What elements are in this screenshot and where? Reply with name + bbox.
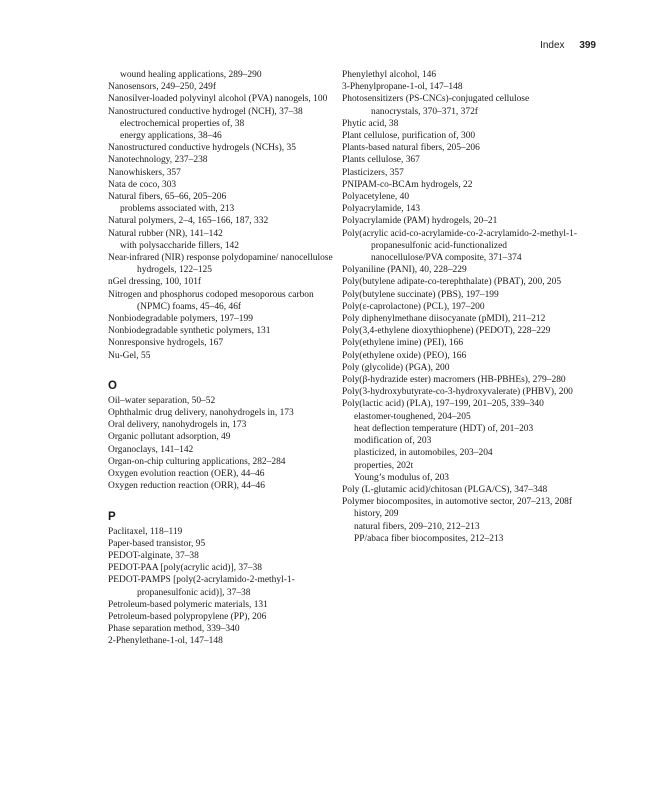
index-entry: Phase separation method, 339–340 bbox=[108, 624, 240, 635]
index-subentry: problems associated with, 213 bbox=[120, 204, 235, 215]
index-entry: PNIPAM-co-BCAm hydrogels, 22 bbox=[342, 179, 473, 190]
index-entry: PEDOT-alginate, 37–38 bbox=[108, 550, 199, 561]
index-entry: Phytic acid, 38 bbox=[342, 118, 399, 129]
index-entry: Natural polymers, 2–4, 165–166, 187, 332 bbox=[108, 216, 269, 227]
index-entry: Plant cellulose, purification of, 300 bbox=[342, 131, 476, 142]
index-entry: Natural fibers, 65–66, 205–206 bbox=[108, 192, 227, 203]
index-entry: Nanosilver-loaded polyvinyl alcohol (PVA) nanogels, 100 bbox=[108, 94, 328, 105]
index-entry: Near-infrared (NIR) response polydopamine/ nanocellulose hydrogels, 122–125 bbox=[108, 253, 333, 276]
index-entry: Polyacrylamide, 143 bbox=[342, 204, 421, 215]
index-entry: Poly(3-hydroxybutyrate-co-3-hydroxyvalerate) (PHBV), 200 bbox=[342, 387, 573, 398]
index-entry: nGel dressing, 100, 101f bbox=[108, 277, 202, 288]
index-entry: Polyaniline (PANI), 40, 228–229 bbox=[342, 265, 467, 276]
index-subentry: Young’s modulus of, 203 bbox=[354, 472, 450, 483]
index-subentry: electrochemical properties of, 38 bbox=[120, 118, 245, 129]
index-entry: Poly(3,4-ethylene dioxythiophene) (PEDOT), 228–229 bbox=[342, 326, 551, 337]
index-entry: Polyacetylene, 40 bbox=[342, 192, 410, 203]
index-entry: Phenylethyl alcohol, 146 bbox=[342, 70, 437, 80]
index-entry: Nanostructured conductive hydrogel (NCH), 37–38 bbox=[108, 106, 303, 117]
index-subentry: heat deflection temperature (HDT) of, 201–203 bbox=[354, 423, 534, 434]
index-entry: Poly(butylene succinate) (PBS), 197–199 bbox=[342, 289, 499, 300]
index-entry: Polymer biocomposites, in automotive sector, 207–213, 208f bbox=[342, 497, 573, 508]
index-letter-heading: O bbox=[108, 379, 117, 392]
index-column-left bbox=[108, 69, 333, 648]
index-entry: Polyacrylamide (PAM) hydrogels, 20–21 bbox=[342, 216, 498, 227]
index-entry: 3-Phenylpropane-1-ol, 147–148 bbox=[342, 82, 463, 93]
index-entry: Nonresponsive hydrogels, 167 bbox=[108, 338, 224, 349]
running-head: Index bbox=[540, 40, 565, 51]
index-subentry: plasticized, in automobiles, 203–204 bbox=[354, 448, 493, 459]
index-entry: Nonbiodegradable synthetic polymers, 131 bbox=[108, 326, 271, 337]
index-entry: Nitrogen and phosphorus codoped mesoporous carbon (NPMC) foams, 45–46, 46f bbox=[108, 289, 314, 312]
index-entry: Plasticizers, 357 bbox=[342, 167, 404, 178]
index-column-right bbox=[342, 69, 578, 545]
index-subentry: history, 209 bbox=[354, 509, 399, 520]
index-entry: Poly(ethylene oxide) (PEO), 166 bbox=[342, 350, 467, 361]
index-entry: Oil–water separation, 50–52 bbox=[108, 395, 216, 406]
page-header bbox=[540, 40, 596, 51]
index-entry: Poly(ethylene imine) (PEI), 166 bbox=[342, 338, 464, 349]
index-entry: Natural rubber (NR), 141–142 bbox=[108, 228, 223, 239]
index-letter-heading: P bbox=[108, 510, 116, 523]
index-entry: Poly(ε-caprolactone) (PCL), 197–200 bbox=[342, 301, 485, 312]
index-entry: Nu-Gel, 55 bbox=[108, 350, 151, 361]
index-entry: Organic pollutant adsorption, 49 bbox=[108, 432, 231, 443]
index-entry: Poly(β-hydrazide ester) macromers (HB-PBHEs), 279–280 bbox=[342, 375, 566, 386]
index-subentry: natural fibers, 209–210, 212–213 bbox=[354, 521, 480, 532]
index-entry: 2-Phenylethane-1-ol, 147–148 bbox=[108, 636, 223, 647]
index-entry: Nonbiodegradable polymers, 197–199 bbox=[108, 314, 253, 325]
index-entry: Ophthalmic drug delivery, nanohydrogels in, 173 bbox=[108, 408, 294, 419]
page-number: 399 bbox=[579, 40, 596, 51]
index-entry: Paper-based transistor, 95 bbox=[108, 538, 206, 549]
index-entry: Poly diphenylmethane diisocyanate (pMDI), 211–212 bbox=[342, 314, 546, 325]
index-entry: Poly (glycolide) (PGA), 200 bbox=[342, 362, 450, 373]
index-entry: Oral delivery, nanohydrogels in, 173 bbox=[108, 420, 247, 431]
index-entry: Oxygen reduction reaction (ORR), 44–46 bbox=[108, 481, 265, 492]
index-entry: PEDOT-PAA [poly(acrylic acid)], 37–38 bbox=[108, 563, 262, 574]
index-entry: Nata de coco, 303 bbox=[108, 179, 177, 190]
index-entry: Nanotechnology, 237–238 bbox=[108, 155, 208, 166]
index-entry: PEDOT-PAMPS [poly(2-acrylamido-2-methyl-1-propanesulfonic acid)], 37–38 bbox=[108, 575, 295, 598]
index-entry: Poly (L-glutamic acid)/chitosan (PLGA/CS), 347–348 bbox=[342, 484, 548, 495]
index-entry: Poly(lactic acid) (PLA), 197–199, 201–205, 339–340 bbox=[342, 399, 544, 410]
index-entry: Plants-based natural fibers, 205–206 bbox=[342, 143, 480, 154]
index-entry: Nanosensors, 249–250, 249f bbox=[108, 82, 216, 93]
index-entry: Petroleum-based polypropylene (PP), 206 bbox=[108, 611, 267, 622]
index-entry: Oxygen evolution reaction (OER), 44–46 bbox=[108, 469, 265, 480]
index-entry: Organoclays, 141–142 bbox=[108, 444, 194, 455]
index-entry: Nanowhiskers, 357 bbox=[108, 167, 181, 178]
index-subentry: elastomer-toughened, 204–205 bbox=[354, 411, 471, 422]
index-entry: Poly(butylene adipate-co-terephthalate) (PBAT), 200, 205 bbox=[342, 277, 562, 288]
index-subentry: PP/abaca fiber biocomposites, 212–213 bbox=[354, 533, 504, 544]
index-entry: Organ-on-chip culturing applications, 282–284 bbox=[108, 456, 286, 467]
index-subentry: with polysaccharide fillers, 142 bbox=[120, 240, 239, 251]
index-entry: Petroleum-based polymeric materials, 131 bbox=[108, 599, 268, 610]
index-subentry: energy applications, 38–46 bbox=[120, 131, 222, 142]
index-subentry: properties, 202t bbox=[354, 460, 414, 471]
index-entry: Nanostructured conductive hydrogels (NCHs), 35 bbox=[108, 143, 296, 154]
index-entry: Plants cellulose, 367 bbox=[342, 155, 420, 166]
index-entry: Poly(acrylic acid-co-acrylamide-co-2-acrylamido-2-methyl-1-propanesulfonic acid-functionalized nanocellulose/PVA composite, 371–374 bbox=[342, 228, 578, 264]
index-subentry: wound healing applications, 289–290 bbox=[120, 70, 262, 80]
index-subentry: modification of, 203 bbox=[354, 436, 432, 447]
index-entry: Photosensitizers (PS-CNCs)-conjugated cellulose nanocrystals, 370–371, 372f bbox=[342, 94, 530, 117]
index-entry: Paclitaxel, 118–119 bbox=[108, 526, 183, 537]
